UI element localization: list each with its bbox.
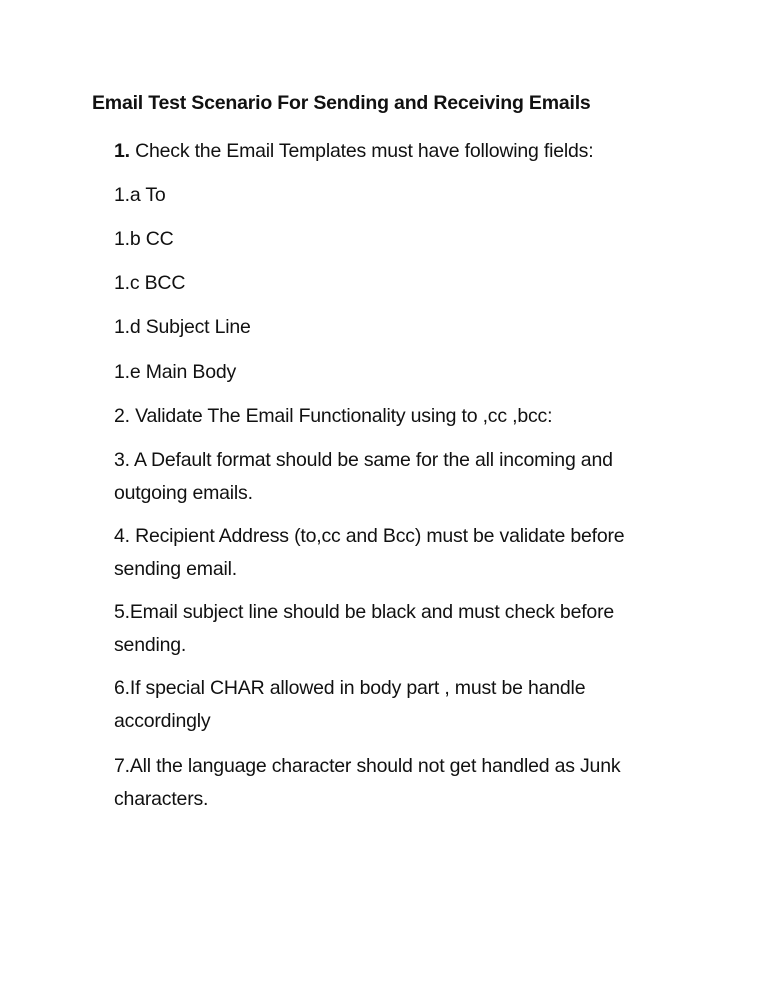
field-main-body: 1.e Main Body (114, 361, 237, 383)
field-subject-line: 1.d Subject Line (114, 316, 251, 338)
document-title: Email Test Scenario For Sending and Receiving Emails (92, 92, 591, 114)
item-3-line-2: outgoing emails. (114, 482, 253, 504)
item-5-line-1: 5.Email subject line should be black and must check before (114, 601, 615, 623)
item-2: 2. Validate The Email Functionality using to ,cc ,bcc: (114, 405, 553, 427)
item-6-line-2: accordingly (114, 710, 211, 732)
item-7-line-1: 7.All the language character should not get handled as Junk (114, 755, 621, 777)
item-4-line-1: 4. Recipient Address (to,cc and Bcc) must be validate before (114, 525, 625, 547)
field-bcc: 1.c BCC (114, 272, 186, 294)
field-cc: 1.b CC (114, 228, 174, 250)
item-4-line-2: sending email. (114, 558, 237, 580)
item-1 (114, 136, 593, 166)
item-1-text: Check the Email Templates must have following fields: (135, 140, 594, 162)
field-to: 1.a To (114, 184, 166, 206)
item-7-line-2: characters. (114, 788, 209, 810)
item-3-line-1: 3. A Default format should be same for the all incoming and (114, 449, 613, 471)
item-5-line-2: sending. (114, 634, 187, 656)
item-6-line-1: 6.If special CHAR allowed in body part , must be handle (114, 677, 586, 699)
item-1-number: 1. (114, 140, 130, 162)
